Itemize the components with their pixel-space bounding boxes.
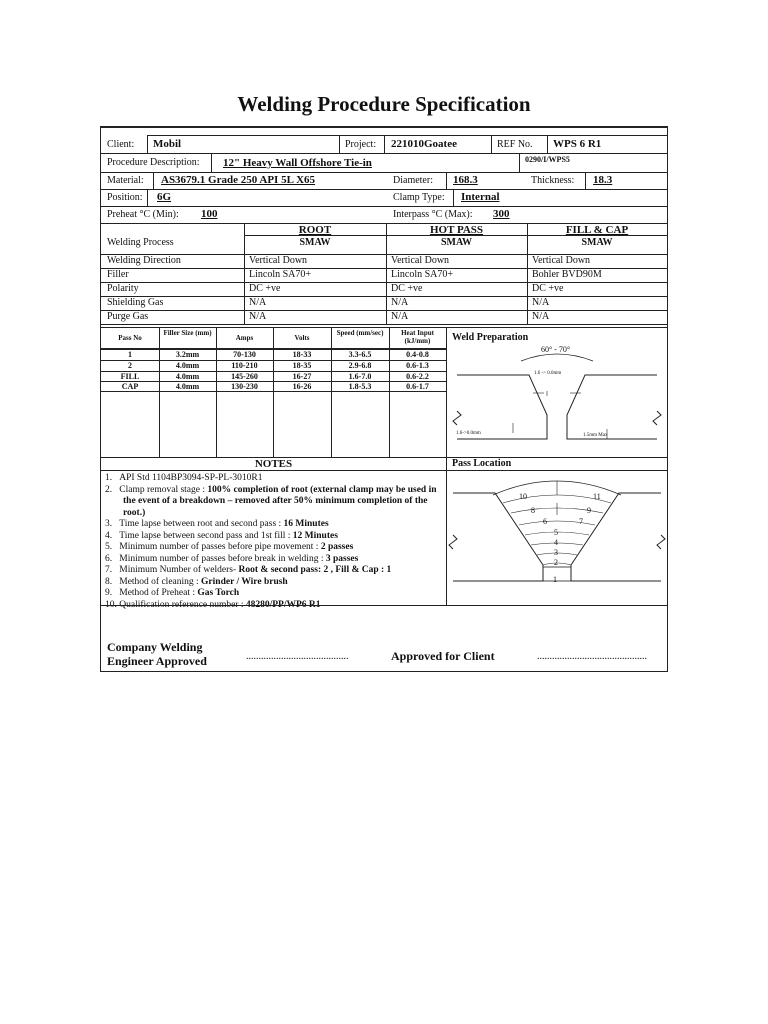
pass-label: 8	[531, 506, 535, 515]
material-value: AS3679.1 Grade 250 API 5L X65	[161, 174, 316, 186]
clamp-type-label: Clamp Type:	[393, 192, 445, 203]
table-cell: FILL	[120, 372, 140, 381]
divider	[519, 153, 520, 172]
engineer-signature-line[interactable]: .........................................	[246, 651, 349, 662]
divider	[101, 605, 667, 606]
pass-label: 6	[543, 517, 547, 526]
client-signature-line[interactable]: ............................................	[537, 651, 647, 662]
row-label: Welding Direction	[107, 255, 181, 266]
table-cell: N/A	[391, 311, 409, 322]
note-text: Method of Preheat :	[119, 588, 198, 598]
ref-value: WPS 6 R1	[553, 138, 602, 150]
client-approval-label: Approved for Client	[391, 649, 495, 663]
table-cell: DC +ve	[532, 283, 564, 294]
divider	[216, 327, 217, 457]
divider	[453, 189, 454, 206]
note-item: 6. Minimum number of passes before break in welding : 3 passes	[105, 553, 359, 564]
divider	[585, 172, 586, 189]
diameter-value: 168.3	[453, 174, 478, 186]
note-item: 8. Method of cleaning : Grinder / Wire brush	[105, 576, 288, 587]
row-label: Purge Gas	[107, 311, 149, 322]
root-gap-label: 1.6 -> 0.0mm	[534, 371, 562, 376]
speed-header: Speed (mm/sec)	[336, 329, 384, 337]
thickness-value: 18.3	[593, 174, 613, 186]
table-cell: N/A	[249, 297, 267, 308]
table-cell: N/A	[532, 297, 550, 308]
pass-label: 5	[554, 528, 558, 537]
table-cell: 0.6-1.3	[406, 361, 429, 370]
preheat-label: Preheat °C (Min):	[107, 209, 179, 220]
table-cell: 4.0mm	[175, 382, 200, 391]
table-cell: SMAW	[581, 237, 613, 248]
divider	[147, 135, 148, 153]
divider	[331, 327, 332, 457]
wps-form	[100, 126, 668, 672]
note-text: Clamp removal stage :	[119, 484, 208, 495]
thickness-label: Thickness:	[531, 175, 575, 186]
weld-preparation-title: Weld Preparation	[452, 332, 529, 343]
interpass-value: 300	[493, 208, 510, 220]
note-item: 9. Method of Preheat : Gas Torch	[105, 588, 240, 598]
table-cell: DC +ve	[391, 283, 423, 294]
divider	[147, 135, 667, 136]
note-value: Root & second pass: 2 , Fill & Cap : 1	[238, 565, 392, 575]
divider	[101, 127, 667, 128]
table-cell: Vertical Down	[391, 255, 450, 266]
project-value: 221010Goatee	[391, 138, 457, 150]
divider	[211, 153, 212, 172]
procedure-code: 0290/I/WPS5	[525, 155, 570, 164]
divider	[101, 153, 667, 154]
divider	[159, 327, 160, 457]
note-value: 12 Minutes	[292, 530, 338, 541]
notes-title: NOTES	[254, 458, 293, 470]
heat-input-header: Heat Input (kJ/mm)	[401, 329, 434, 345]
note-text: Minimum number of passes before pipe movement :	[119, 542, 321, 552]
material-label: Material:	[107, 175, 144, 186]
table-cell: SMAW	[440, 237, 473, 248]
weld-preparation-diagram	[447, 341, 667, 457]
table-cell: SMAW	[299, 237, 331, 248]
row-label: Shielding Gas	[107, 297, 164, 308]
note-value: 100% completion of root (external clamp may be used in the event of a breakdown – removed after 50% minimum completion of the root.)	[123, 484, 437, 518]
pass-location-title: Pass Location	[452, 458, 512, 469]
table-cell: N/A	[249, 311, 267, 322]
procedure-description-label: Procedure Description:	[107, 157, 200, 168]
divider	[101, 282, 667, 283]
row-label: Welding Process	[107, 237, 174, 248]
divider	[101, 172, 667, 173]
procedure-description-value: 12" Heavy Wall Offshore Tie-in	[223, 157, 372, 169]
table-cell: 16-26	[292, 382, 312, 391]
table-cell: N/A	[391, 297, 409, 308]
position-label: Position:	[107, 192, 143, 203]
table-cell: 4.0mm	[175, 361, 200, 370]
pass-label: 11	[593, 492, 601, 501]
pass-label: 3	[554, 548, 558, 557]
pass-label: 10	[519, 492, 527, 501]
note-value: 16 Minutes	[283, 519, 329, 529]
table-cell: 0.4-0.8	[406, 350, 429, 359]
note-item: 10. Qualification reference number : 48280/PP/WP6 R1	[105, 599, 321, 610]
table-cell: 110-210	[231, 361, 258, 370]
divider	[547, 135, 548, 153]
bevel-angle-label: 60° - 70°	[541, 345, 571, 354]
divider	[384, 135, 385, 153]
company-engineer-approval-line1: Company Welding	[107, 640, 203, 654]
table-cell: 145-260	[231, 372, 258, 381]
page-title: Welding Procedure Specification	[237, 92, 531, 116]
client-value: Mobil	[153, 138, 182, 150]
note-item: 1. API Std 1104BP3094-SP-PL-3010R1	[105, 473, 263, 483]
preheat-value: 100	[201, 208, 218, 220]
divider	[101, 206, 667, 207]
note-value: 48280/PP/WP6 R1	[245, 599, 321, 610]
table-cell: Lincoln SA70+	[391, 269, 454, 280]
hi-lo-label: 1.5mm Max	[583, 433, 608, 438]
divider	[101, 310, 667, 311]
note-text: Time lapse between second pass and 1st fill :	[119, 530, 293, 541]
volts-header: Volts	[294, 334, 310, 342]
pass-label: 4	[554, 538, 558, 547]
note-text: Qualification reference number :	[119, 599, 246, 610]
pass-no-header: Pass No	[118, 334, 142, 342]
note-item: 5. Minimum number of passes before pipe movement : 2 passes	[105, 542, 354, 552]
row-label: Filler	[107, 269, 129, 280]
note-text: Time lapse between root and second pass :	[119, 519, 284, 529]
table-cell: 1.8-5.3	[348, 382, 372, 391]
table-cell: N/A	[532, 311, 550, 322]
column-hot-pass: HOT PASS	[429, 224, 484, 236]
ref-label: REF No.	[497, 139, 533, 150]
divider	[389, 327, 390, 457]
divider	[446, 172, 447, 189]
divider	[101, 327, 667, 328]
pass-label: 9	[587, 506, 591, 515]
column-fill-cap: FILL & CAP	[565, 224, 629, 236]
pass-label: 2	[554, 558, 558, 567]
table-cell: CAP	[121, 382, 139, 391]
table-cell: 0.6-2.2	[406, 372, 429, 381]
table-cell: DC +ve	[249, 283, 281, 294]
divider	[273, 327, 274, 457]
notes-list	[105, 473, 443, 611]
position-value: 6G	[157, 191, 172, 203]
table-cell: 130-230	[231, 382, 258, 391]
table-cell: 0.6-1.7	[406, 382, 429, 391]
table-cell: 4.0mm	[175, 372, 200, 381]
divider	[101, 296, 667, 297]
table-cell: Lincoln SA70+	[249, 269, 312, 280]
table-cell: 1.6-7.0	[348, 372, 372, 381]
pass-label: 7	[579, 517, 583, 526]
client-label: Client:	[107, 139, 135, 150]
table-cell: 3.3-6.5	[348, 350, 372, 359]
project-label: Project:	[345, 139, 377, 150]
divider	[101, 324, 667, 325]
column-root: ROOT	[298, 224, 332, 236]
note-item: 3. Time lapse between root and second pass : 16 Minutes	[105, 519, 329, 529]
table-cell: Bohler BVD90M	[532, 269, 602, 280]
table-cell: 2	[128, 361, 132, 370]
note-text: Minimum Number of welders-	[119, 565, 239, 575]
table-cell: 70-130	[233, 350, 256, 359]
divider	[491, 135, 492, 153]
divider	[101, 189, 667, 190]
note-value: 2 passes	[320, 542, 354, 552]
table-cell: 2.9-6.8	[348, 361, 372, 370]
note-value: Grinder / Wire brush	[201, 576, 288, 587]
table-cell: 18-35	[292, 361, 312, 370]
table-cell: 1	[128, 350, 132, 359]
table-cell: Vertical Down	[532, 255, 591, 266]
note-value: 3 passes	[325, 553, 359, 564]
note-item: 7. Minimum Number of welders- Root & second pass: 2 , Fill & Cap : 1	[105, 565, 392, 575]
filler-size-header: Filler Size (mm)	[163, 329, 212, 337]
note-item: 2. Clamp removal stage : 100% completion of root (external clamp may be used in the event of a breakdown – removed after 50% minimum completion of the root.)	[105, 484, 437, 518]
clamp-type-value: Internal	[461, 191, 500, 203]
note-text: API Std 1104BP3094-SP-PL-3010R1	[119, 473, 263, 483]
divider	[339, 135, 340, 153]
note-item: 4. Time lapse between second pass and 1st fill : 12 Minutes	[105, 530, 338, 541]
row-label: Polarity	[107, 283, 139, 294]
table-cell: 18-33	[292, 350, 312, 359]
pass-label: 1	[553, 575, 557, 584]
divider	[101, 470, 667, 471]
table-cell: 16-27	[292, 372, 312, 381]
interpass-label: Interpass °C (Max):	[393, 209, 473, 220]
note-value: Gas Torch	[197, 588, 240, 598]
divider	[147, 189, 148, 206]
note-text: Method of cleaning :	[119, 576, 202, 587]
divider	[153, 172, 154, 189]
note-text: Minimum number of passes before break in welding :	[119, 553, 326, 564]
amps-header: Amps	[235, 334, 254, 342]
table-cell: Vertical Down	[249, 255, 308, 266]
diameter-label: Diameter:	[393, 175, 433, 186]
company-engineer-approval-line2: Engineer Approved	[107, 654, 207, 668]
root-land-label: 1.6->0.0mm	[456, 431, 481, 436]
table-cell: 3.2mm	[175, 350, 200, 359]
